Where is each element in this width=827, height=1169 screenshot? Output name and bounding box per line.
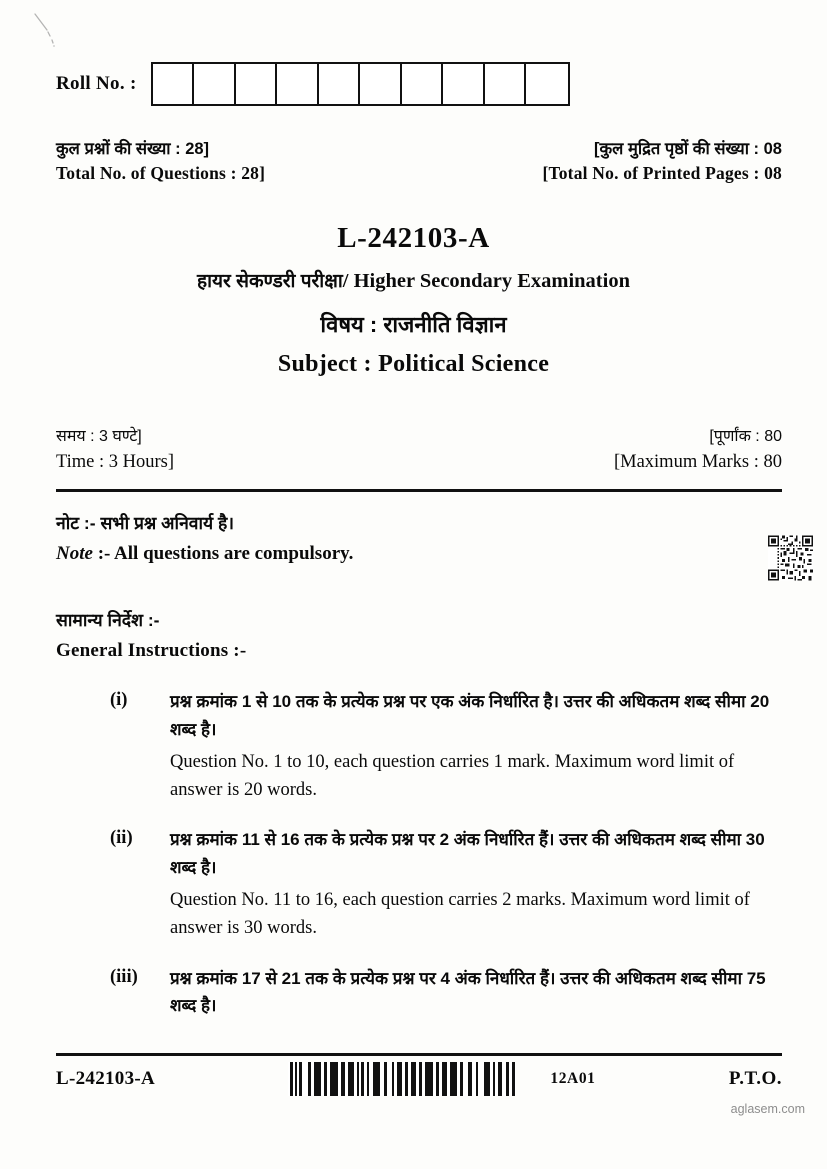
pto-label: P.T.O.: [728, 1068, 782, 1089]
instruction-hindi: प्रश्न क्रमांक 17 से 21 तक के प्रत्येक प्रश्न पर 4 अंक निर्धारित हैं। उत्तर की अधिकतम शब्द सीमा 75 शब्द है।: [170, 968, 766, 1016]
subject-hindi: विषय : राजनीति विज्ञान: [320, 312, 507, 337]
instruction-body: [170, 965, 782, 1025]
time-english: Time : 3 Hours]: [56, 452, 175, 472]
roll-no-cell[interactable]: [443, 64, 485, 104]
roll-no-cell[interactable]: [194, 64, 236, 104]
roll-no-cell[interactable]: [153, 64, 195, 104]
list-item: [110, 826, 782, 942]
instruction-hindi: प्रश्न क्रमांक 1 से 10 तक के प्रत्येक प्रश्न पर एक अंक निर्धारित है। उत्तर की अधिकतम शब्द सीमा 20 शब्द है।: [170, 692, 770, 739]
roll-no-cell[interactable]: [277, 64, 319, 104]
total-questions-hindi: कुल प्रश्नों की संख्या : 28]: [56, 140, 210, 158]
instruction-number: (iii): [110, 966, 138, 987]
footer-paper-code: L-242103-A: [56, 1068, 156, 1089]
roll-no-row: [56, 62, 570, 106]
roll-no-cell[interactable]: [319, 64, 361, 104]
roll-no-cell[interactable]: [485, 64, 527, 104]
printed-pages-english: [Total No. of Printed Pages : 08: [542, 163, 782, 183]
roll-no-cell[interactable]: [402, 64, 444, 104]
page-footer: [56, 1062, 782, 1096]
instruction-body: [170, 826, 782, 942]
instruction-hindi: प्रश्न क्रमांक 11 से 16 तक के प्रत्येक प्रश्न पर 2 अंक निर्धारित हैं। उत्तर की अधिकतम शब्द सीमा 30 शब्द है।: [170, 830, 765, 877]
note-english-rest: :- All questions are compulsory.: [92, 543, 354, 564]
time-hindi: समय : 3 घण्टे]: [56, 428, 142, 445]
exam-name-line: [0, 267, 827, 293]
list-item: [110, 965, 782, 1025]
total-questions-block: [56, 136, 265, 184]
roll-no-label: Roll No. :: [56, 73, 137, 94]
title-block: [0, 222, 827, 378]
qr-code-icon: [768, 535, 813, 581]
footer-divider: [56, 1053, 782, 1056]
exam-name-hindi: हायर सेकण्डरी परीक्षा: [197, 271, 343, 292]
instruction-english: Question No. 11 to 16, each question carries 2 marks. Maximum word limit of answer is 30 words.: [170, 890, 750, 939]
roll-no-cell[interactable]: [360, 64, 402, 104]
instruction-body: [170, 688, 782, 804]
header-divider: [56, 489, 782, 492]
general-instructions-heading: [56, 608, 246, 662]
page-title: L-242103-A: [337, 222, 490, 254]
total-questions-english: Total No. of Questions : 28]: [56, 163, 266, 183]
roll-no-cell[interactable]: [236, 64, 278, 104]
exam-name-separator: /: [342, 270, 349, 292]
general-instructions-hindi: सामान्य निर्देश :-: [56, 610, 160, 630]
watermark: aglasem.com: [730, 1102, 805, 1116]
max-marks-hindi: [पूर्णांक : 80: [709, 428, 782, 445]
roll-no-cell[interactable]: [526, 64, 568, 104]
printed-pages-block: [542, 136, 782, 184]
time-marks-row: [56, 424, 782, 473]
max-marks-english: [Maximum Marks : 80: [613, 452, 782, 472]
general-instructions-english: General Instructions :-: [56, 640, 247, 661]
barcode-label: 12A01: [550, 1070, 596, 1087]
note-block: [56, 511, 353, 565]
counts-row: [56, 136, 782, 184]
footer-barcode-group: [288, 1062, 595, 1096]
list-item: [110, 688, 782, 804]
barcode-icon: [288, 1062, 516, 1096]
instruction-number: (i): [110, 690, 128, 710]
note-english: [56, 543, 353, 565]
scan-artifact: [33, 12, 61, 52]
subject-english: Subject : Political Science: [277, 351, 550, 377]
instructions-list: [110, 688, 782, 1047]
printed-pages-hindi: [कुल मुद्रित पृष्ठों की संख्या : 08: [594, 140, 782, 158]
exam-name-english: Higher Secondary Examination: [353, 270, 630, 292]
roll-no-boxes[interactable]: [151, 62, 570, 106]
time-block: [56, 424, 174, 473]
note-hindi: नोट :- सभी प्रश्न अनिवार्य है।: [56, 513, 234, 533]
instruction-number: (ii): [110, 828, 133, 849]
note-english-prefix: Note: [56, 543, 93, 564]
max-marks-block: [614, 424, 782, 473]
instruction-english: Question No. 1 to 10, each question carries 1 mark. Maximum word limit of answer is 20 words.: [170, 752, 735, 801]
